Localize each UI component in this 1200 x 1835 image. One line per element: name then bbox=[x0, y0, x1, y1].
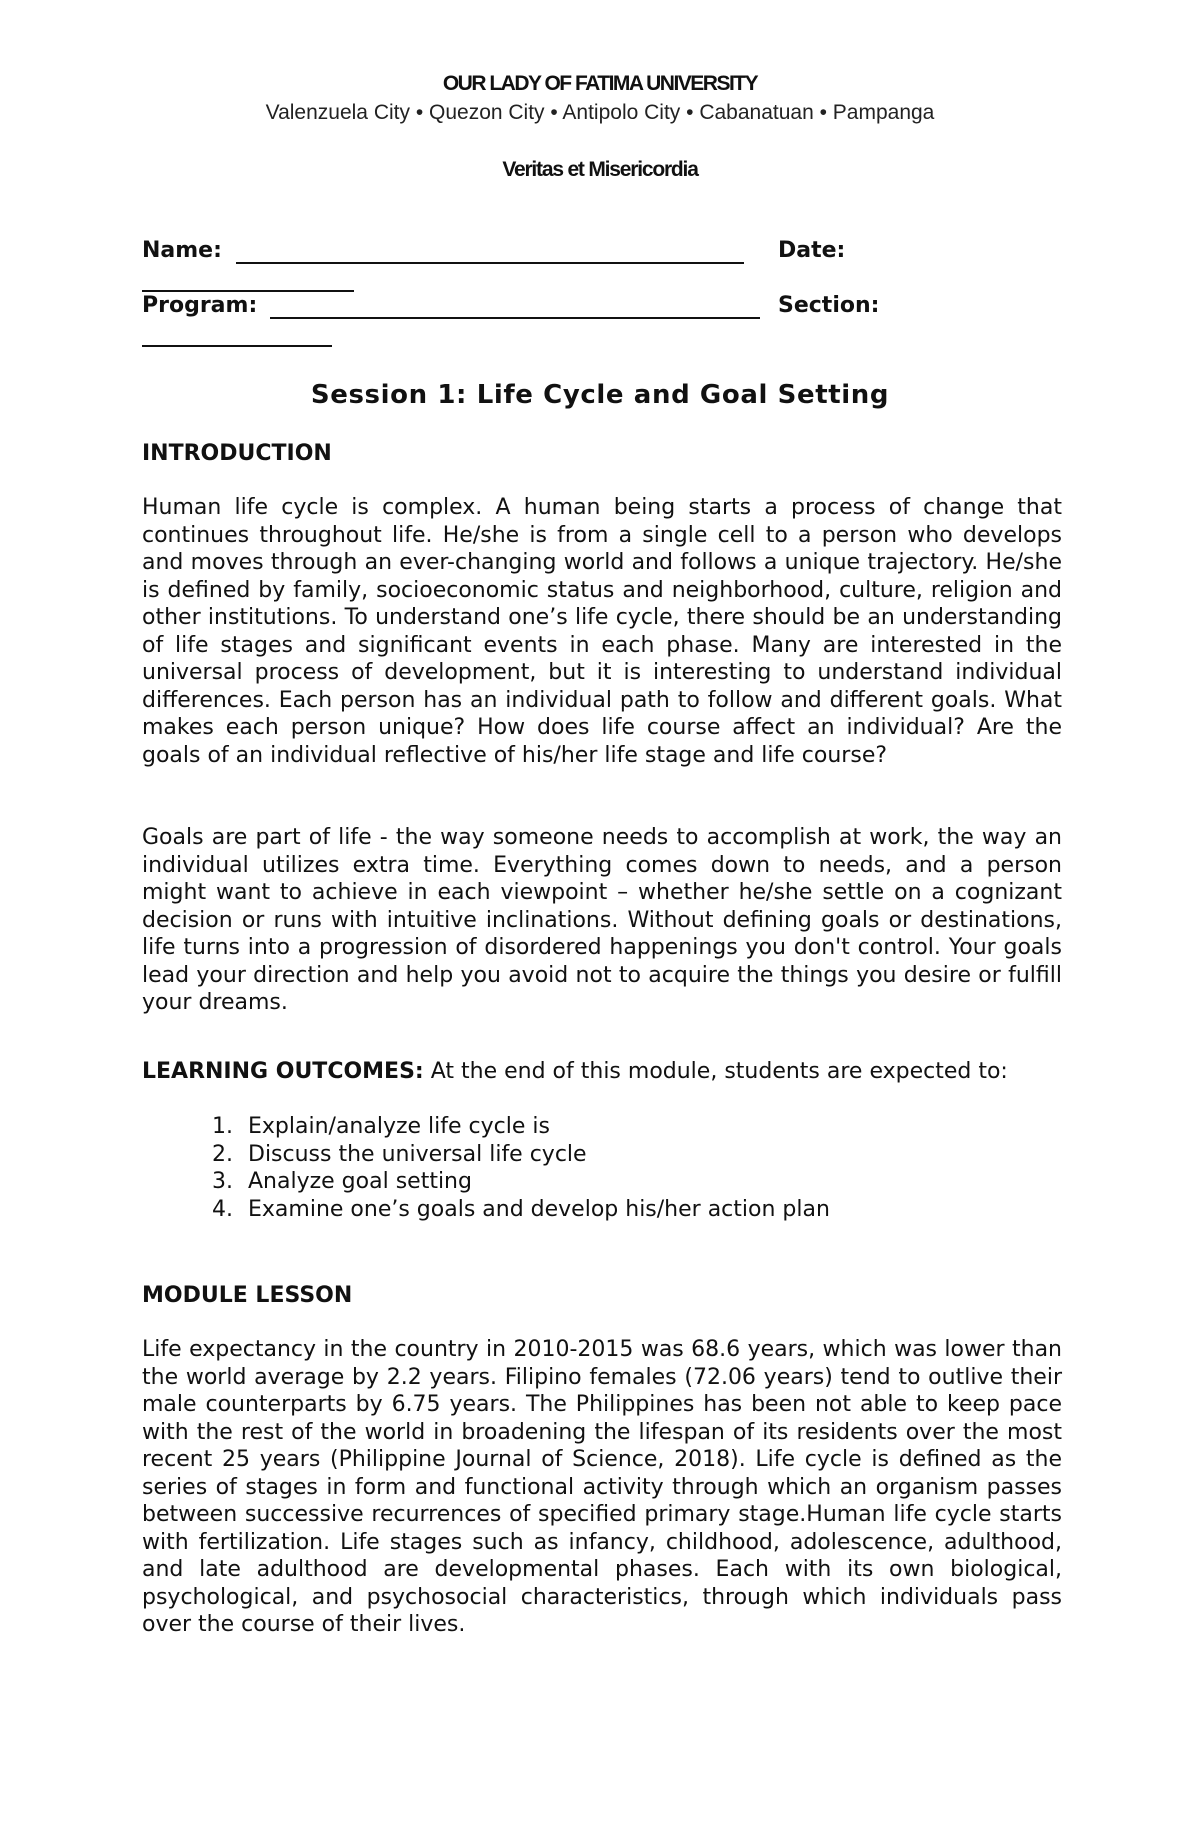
learning-outcomes-label: LEARNING OUTCOMES: bbox=[142, 1059, 424, 1084]
university-name: OUR LADY OF FATIMA UNIVERSITY bbox=[442, 72, 758, 95]
campus-list: Valenzuela City • Quezon City • Antipolo City • Cabanatuan • Pampanga bbox=[265, 101, 935, 124]
introduction-heading: INTRODUCTION bbox=[142, 441, 332, 466]
session-title: Session 1: Life Cycle and Goal Setting bbox=[310, 380, 890, 410]
program-label: Program: bbox=[142, 293, 258, 318]
list-item: 4. Examine one’s goals and develop his/her action plan bbox=[212, 1196, 830, 1222]
list-item: 2. Discuss the universal life cycle bbox=[212, 1141, 587, 1167]
section-field-line[interactable] bbox=[142, 345, 332, 347]
learning-outcomes-list bbox=[212, 1113, 830, 1223]
introduction-paragraph-1: Human life cycle is complex. A human being starts a process of change that continues throughout life. He/she is from a single cell to a person who develops and moves through an ever-changing world and follows a unique trajectory. He/she is defined by family, socioeconomic status and neighborhood, culture, religion and other institutions. To understand one’s life cycle, there should be an understanding of life stages and significant events in each phase. Many are interested in the universal process of development, but it is interesting to understand individual differences. Each person has an individual path to follow and different goals. What makes each person unique? How does life course affect an individual? Are the goals of an individual reflective of his/her life stage and life course? bbox=[142, 495, 1062, 768]
learning-outcomes-intro bbox=[142, 1058, 1062, 1086]
module-lesson-paragraph: Life expectancy in the country in 2010-2015 was 68.6 years, which was lower than the world average by 2.2 years. Filipino females (72.06 years) tend to outlive their male counterparts by 6.75 years. The Philippines has been not able to keep pace with the rest of the world in broadening the lifespan of its residents over the most recent 25 years (Philippine Journal of Science, 2018). Life cycle is defined as the series of stages in form and functional activity through which an organism passes between successive recurrences of specified primary stage.Human life cycle starts with fertilization. Life stages such as infancy, childhood, adolescence, adulthood, and late adulthood are developmental phases. Each with its own biological, psychological, and psychosocial characteristics, through which individuals pass over the course of their lives. bbox=[142, 1337, 1062, 1637]
list-item: 1. Explain/analyze life cycle is bbox=[212, 1114, 550, 1139]
name-label: Name: bbox=[142, 238, 222, 263]
list-item: 3. Analyze goal setting bbox=[212, 1169, 472, 1194]
section-label: Section: bbox=[778, 293, 880, 318]
introduction-paragraph-2: Goals are part of life - the way someone needs to accomplish at work, the way an individual utilizes extra time. Everything comes down to needs, and a person might want to achieve in each viewpoint – whether he/she settle on a cognizant decision or runs with intuitive inclinations. Without defining goals or destinations, life turns into a progression of disordered happenings you don't control. Your goals lead your direction and help you avoid not to acquire the things you desire or fulfill your dreams. bbox=[142, 825, 1062, 1015]
date-label: Date: bbox=[778, 238, 846, 263]
university-motto: Veritas et Misericordia bbox=[502, 158, 698, 181]
program-field-line[interactable] bbox=[270, 317, 760, 319]
name-field-line[interactable] bbox=[236, 262, 744, 264]
date-field-line[interactable] bbox=[142, 290, 354, 292]
learning-outcomes-text: At the end of this module, students are expected to: bbox=[430, 1059, 1008, 1084]
module-lesson-heading: MODULE LESSON bbox=[142, 1283, 353, 1308]
